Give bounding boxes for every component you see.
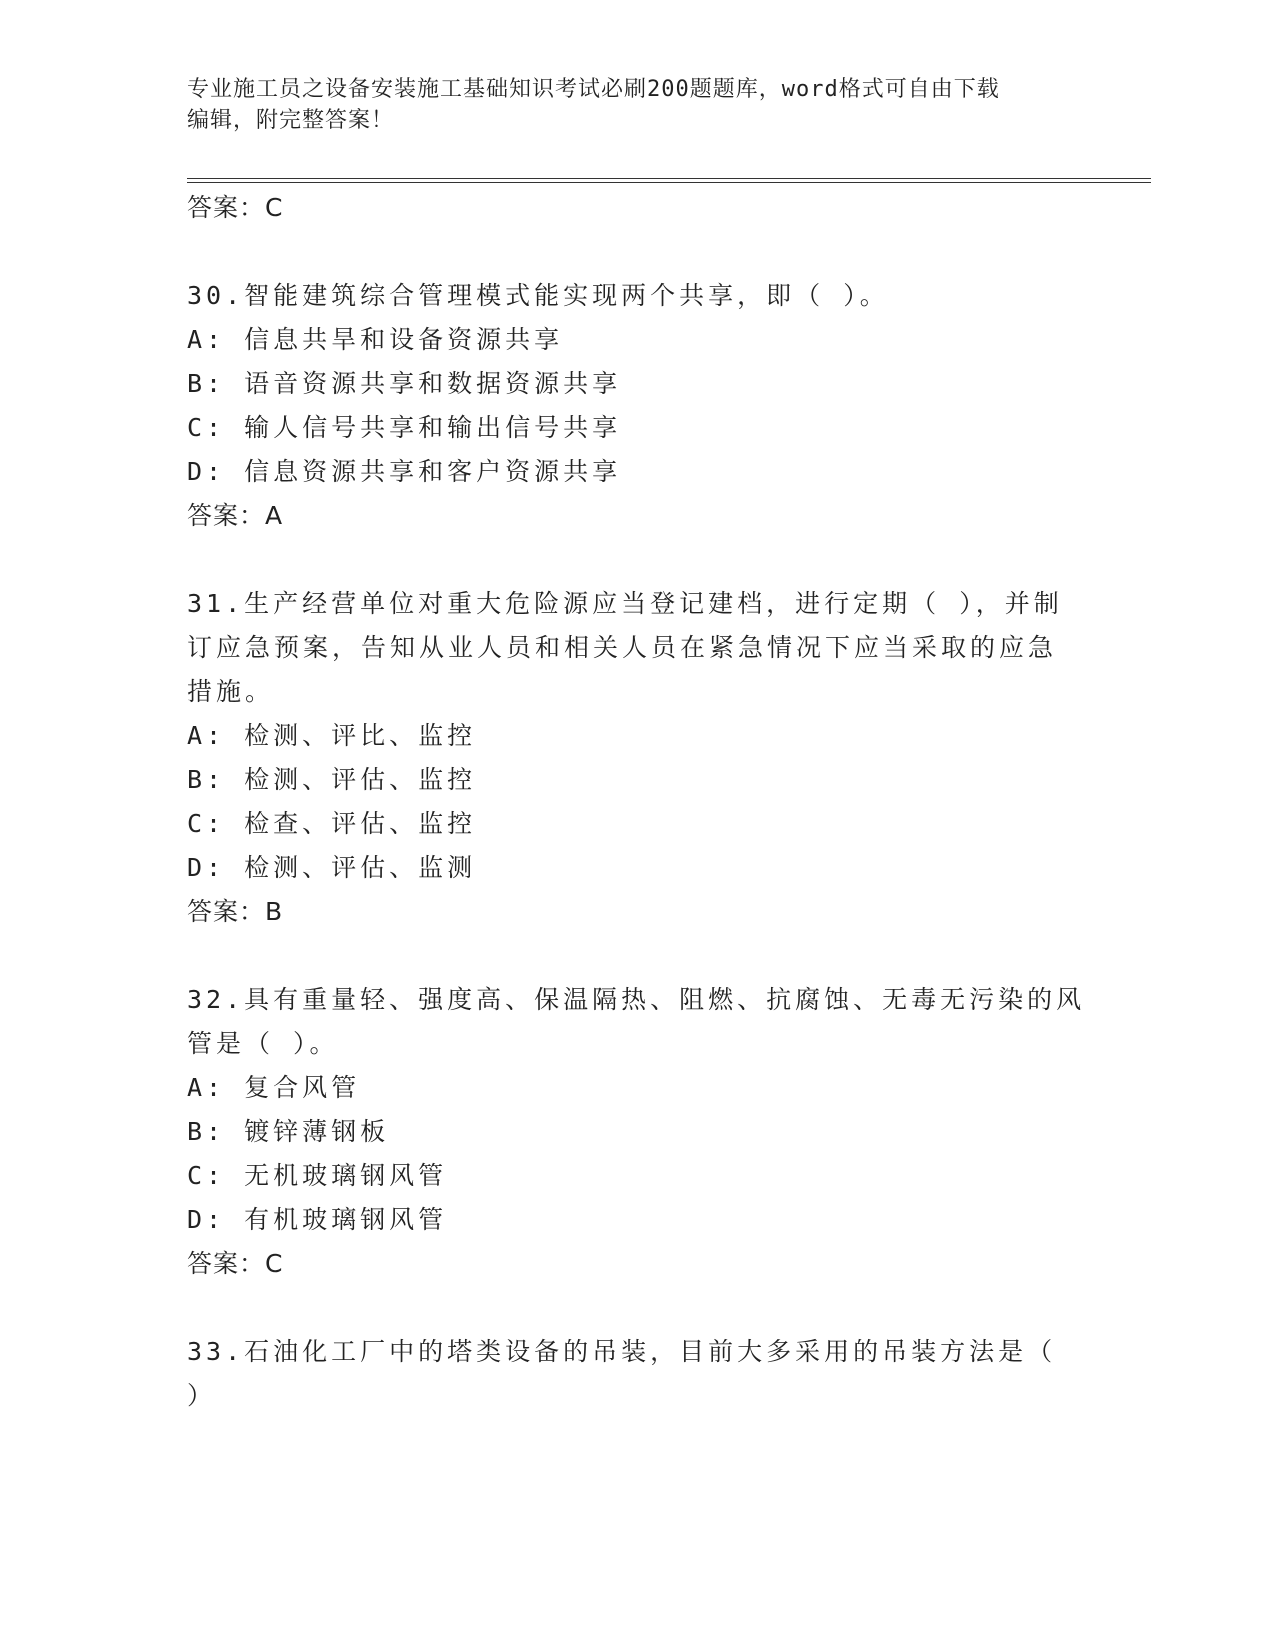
answer-prev: 答案：C	[187, 193, 284, 222]
question-30-option-c: C: 输人信号共享和输出信号共享	[187, 413, 622, 442]
page-header	[187, 74, 1067, 136]
question-31-text-line-2: 订应急预案，告知从业人员和相关人员在紧急情况下应当采取的应急	[187, 633, 1058, 662]
question-30-option-d: D: 信息资源共享和客户资源共享	[187, 457, 622, 486]
question-31-text-line-1: 31.生产经营单位对重大危险源应当登记建档，进行定期（ ），并制	[187, 589, 1063, 618]
question-31-option-c: C: 检查、评估、监控	[187, 809, 477, 838]
question-30-answer: 答案：A	[187, 501, 284, 530]
question-32-option-c: C: 无机玻璃钢风管	[187, 1161, 448, 1190]
header-divider	[187, 178, 1151, 183]
question-31-option-a: A: 检测、评比、监控	[187, 721, 477, 750]
question-31-answer: 答案：B	[187, 897, 284, 926]
question-32-text-line-1: 32.具有重量轻、强度高、保温隔热、阻燃、抗腐蚀、无毒无污染的风	[187, 985, 1086, 1014]
header-line-2: 编辑，附完整答案！	[187, 108, 395, 133]
question-30-option-b: B: 语音资源共享和数据资源共享	[187, 369, 622, 398]
question-30-text: 30.智能建筑综合管理模式能实现两个共享，即（ ）。	[187, 281, 889, 310]
question-31-option-d: D: 检测、评估、监测	[187, 853, 477, 882]
question-30-option-a: A: 信息共旱和设备资源共享	[187, 325, 564, 354]
question-32-option-b: B: 镀锌薄钢板	[187, 1117, 390, 1146]
question-31-text-line-3: 措施。	[187, 677, 275, 706]
question-32-option-a: A: 复合风管	[187, 1073, 361, 1102]
question-33-text-line-1: 33.石油化工厂中的塔类设备的吊装，目前大多采用的吊装方法是（	[187, 1337, 1057, 1366]
question-33-text-line-2: ）	[187, 1381, 217, 1410]
question-32-option-d: D: 有机玻璃钢风管	[187, 1205, 448, 1234]
question-32-text-line-2: 管是（ ）。	[187, 1029, 339, 1058]
question-31-option-b: B: 检测、评估、监控	[187, 765, 477, 794]
header-line-1: 专业施工员之设备安装施工基础知识考试必刷200题题库，word格式可自由下载	[187, 77, 1000, 102]
question-32-answer: 答案：C	[187, 1249, 284, 1278]
